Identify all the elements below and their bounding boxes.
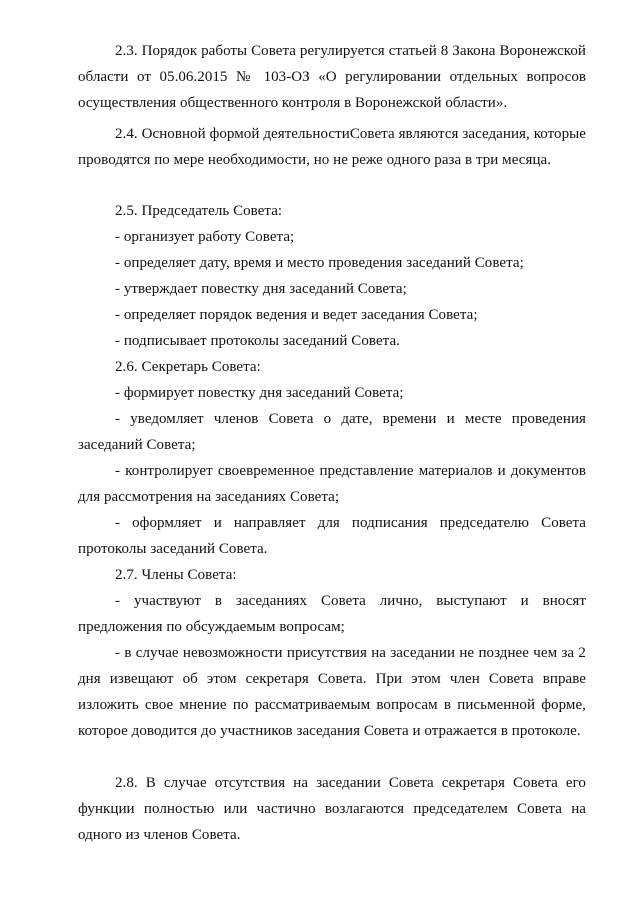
paragraph-2-3: 2.3. Порядок работы Совета регулируется статьей 8 Закона Воронежской области от 05.06.2015 № 103-ОЗ «О регулировании отдельных вопросов осуществления общественного контроля в Воронежской области». xyxy=(78,43,586,111)
list-item: - утверждает повестку дня заседаний Совета; xyxy=(115,281,407,297)
paragraph-2-4: 2.4. Основной формой деятельностиСовета являются заседания, которые проводятся по мере необходимости, но не реже одного раза в три месяца. xyxy=(78,126,586,168)
list-item: - оформляет и направляет для подписания председателю Совета протоколы заседаний Совета. xyxy=(78,515,586,557)
paragraph-2-8: 2.8. В случае отсутствия на заседании Совета секретаря Совета его функции полностью или частично возлагаются председателем Совета на одного из членов Совета. xyxy=(78,775,586,843)
paragraph-2-7-heading: 2.7. Члены Совета: xyxy=(115,567,237,583)
list-item: - определяет порядок ведения и ведет заседания Совета; xyxy=(115,307,478,323)
list-item: - подписывает протоколы заседаний Совета. xyxy=(115,333,400,349)
list-item: - организует работу Совета; xyxy=(115,229,295,245)
list-item: - участвуют в заседаниях Совета лично, выступают и вносят предложения по обсуждаемым вопросам; xyxy=(78,593,586,635)
list-item: - в случае невозможности присутствия на заседании не позднее чем за 2 дня извещают об этом секретаря Совета. При этом член Совета вправе изложить свое мнение по рассматриваемым вопросам в письменной форме, которое доводится до участников заседания Совета и отражается в протоколе. xyxy=(78,645,586,739)
paragraph-2-6-heading: 2.6. Секретарь Совета: xyxy=(115,359,261,375)
list-item: - формирует повестку дня заседаний Совета; xyxy=(115,385,404,401)
list-item: - уведомляет членов Совета о дате, времени и месте проведения заседаний Совета; xyxy=(78,411,586,453)
list-item: - определяет дату, время и место проведения заседаний Совета; xyxy=(115,255,524,271)
paragraph-2-5-heading: 2.5. Председатель Совета: xyxy=(115,203,283,219)
list-item: - контролирует своевременное представление материалов и документов для рассмотрения на заседаниях Совета; xyxy=(78,463,586,505)
